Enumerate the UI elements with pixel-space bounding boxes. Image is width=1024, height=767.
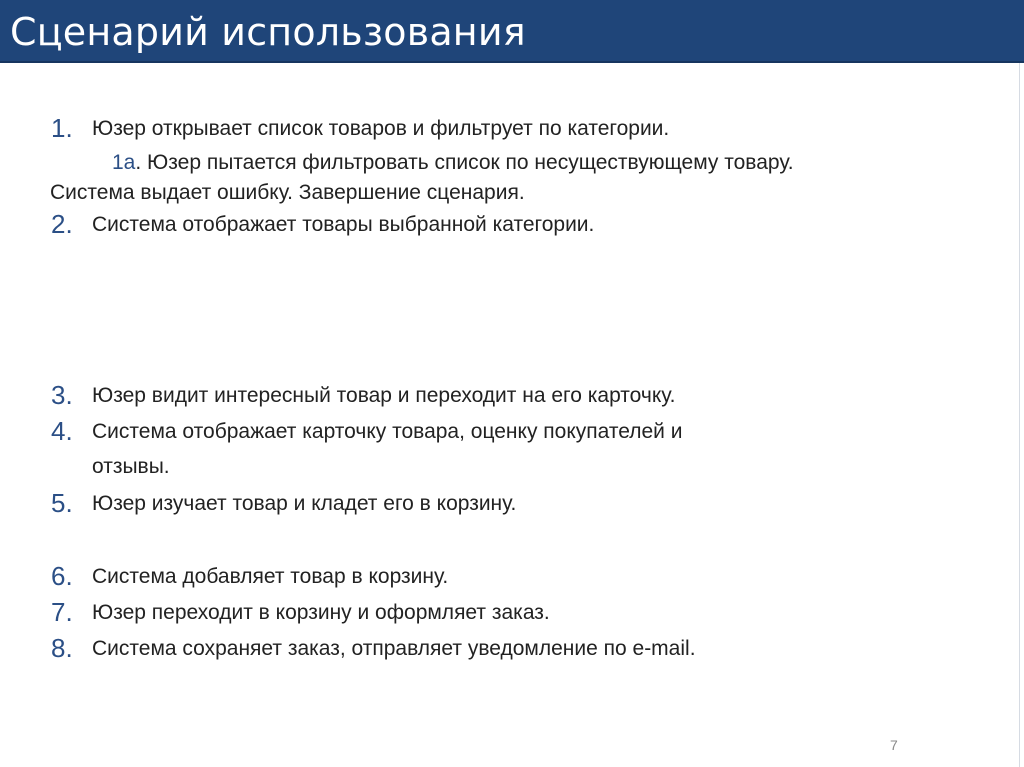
title-bar xyxy=(0,0,1024,63)
page-number: 7 xyxy=(890,737,898,753)
substep-line xyxy=(112,149,794,177)
substep-number: 1а xyxy=(112,151,136,174)
step-text: Юзер переходит в корзину и оформляет заказ. xyxy=(92,601,550,624)
step-number: 2. xyxy=(51,209,73,239)
step-text: Юзер изучает товар и кладет его в корзину. xyxy=(92,492,517,515)
right-divider xyxy=(1019,63,1020,767)
step-text: Система отображает карточку товара, оценку покупателей и xyxy=(92,420,683,443)
step-number: 4. xyxy=(51,416,73,446)
step-text-continuation: отзывы. xyxy=(92,455,170,478)
step-text: Система сохраняет заказ, отправляет уведомление по e-mail. xyxy=(92,637,696,660)
step-number: 8. xyxy=(51,633,73,663)
step-text: Юзер открывает список товаров и фильтрует по категории. xyxy=(92,117,670,140)
slide-title: Сценарий использования xyxy=(10,10,526,54)
step-text: Юзер видит интересный товар и переходит на его карточку. xyxy=(92,384,676,407)
step-number: 5. xyxy=(51,488,73,518)
step-number: 3. xyxy=(51,380,73,410)
step-text: Система отображает товары выбранной категории. xyxy=(92,213,595,236)
step-number: 6. xyxy=(51,561,73,591)
substep-text: . Юзер пытается фильтровать список по несуществующему товару. xyxy=(135,151,794,174)
substep-continuation: Система выдает ошибку. Завершение сценария. xyxy=(50,181,525,204)
step-number: 7. xyxy=(51,597,73,627)
step-text: Система добавляет товар в корзину. xyxy=(92,565,449,588)
step-number: 1. xyxy=(51,113,73,143)
